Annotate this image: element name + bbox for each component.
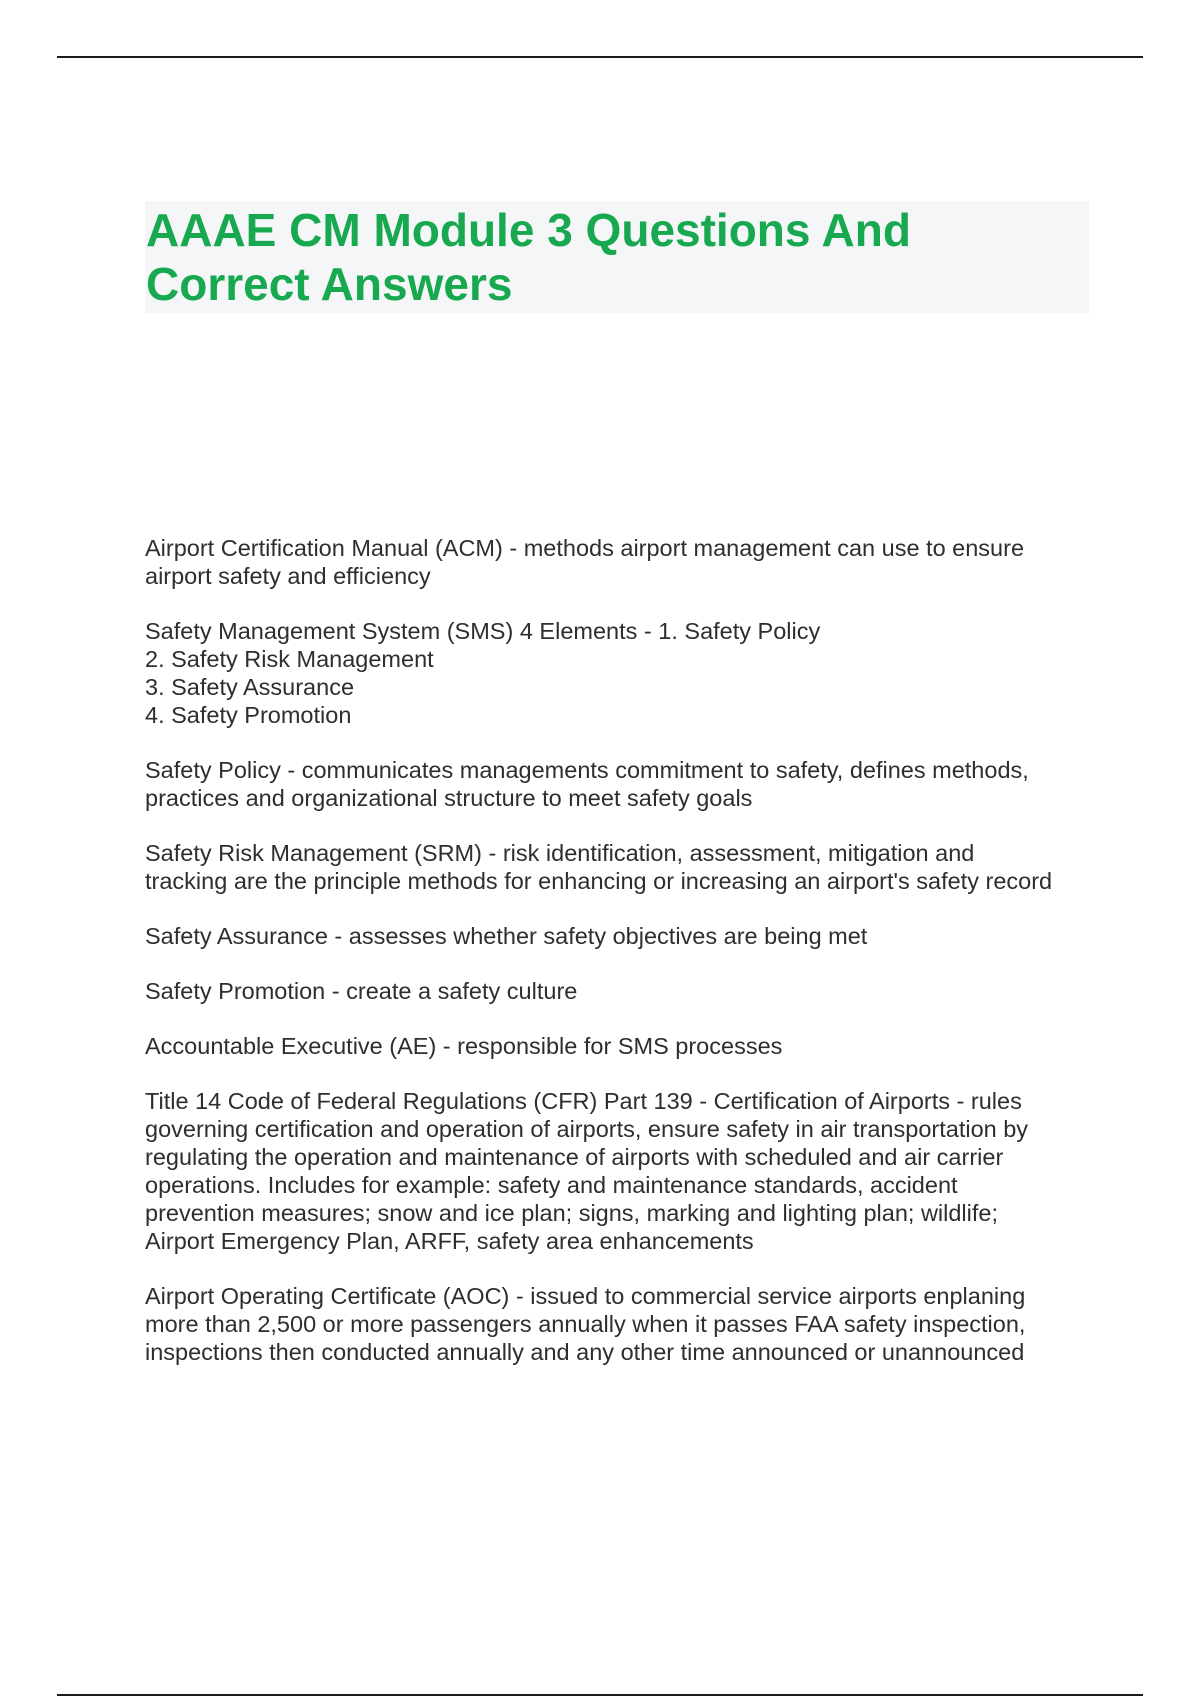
qa-entry-part-139: [145, 1087, 1105, 1255]
entry-line: prevention measures; snow and ice plan; signs, marking and lighting plan; wildlife;: [145, 1200, 998, 1226]
entry-line: practices and organizational structure to meet safety goals: [145, 785, 753, 811]
entry-line: Safety Policy - communicates managements commitment to safety, defines methods,: [145, 757, 1029, 783]
entry-line: 2. Safety Risk Management: [145, 646, 434, 672]
entry-line: airport safety and efficiency: [145, 563, 431, 589]
entry-line: Safety Assurance - assesses whether safety objectives are being met: [145, 923, 868, 949]
entry-line: Safety Promotion - create a safety culture: [145, 978, 578, 1004]
entry-line: Title 14 Code of Federal Regulations (CFR) Part 139 - Certification of Airports - rules: [145, 1088, 1022, 1114]
entry-line: operations. Includes for example: safety and maintenance standards, accident: [145, 1172, 958, 1198]
entry-line: more than 2,500 or more passengers annually when it passes FAA safety inspection,: [145, 1311, 1026, 1337]
qa-entry-srm: [145, 839, 1105, 895]
qa-list: [145, 534, 1105, 1393]
entry-line: 4. Safety Promotion: [145, 702, 352, 728]
qa-entry-aoc: [145, 1282, 1105, 1366]
document-title-line-1: AAAE CM Module 3 Questions And: [146, 204, 911, 256]
entry-line: regulating the operation and maintenance of airports with scheduled and air carrier: [145, 1144, 1004, 1170]
entry-line: Safety Risk Management (SRM) - risk identification, assessment, mitigation and: [145, 840, 975, 866]
qa-entry-accountable-executive: [145, 1032, 1105, 1060]
qa-entry-acm: [145, 534, 1105, 590]
footer-rule: [57, 1694, 1143, 1696]
entry-line: 3. Safety Assurance: [145, 674, 355, 700]
qa-entry-sms-elements: [145, 617, 1105, 729]
title-banner: [145, 201, 1089, 313]
entry-line: tracking are the principle methods for enhancing or increasing an airport's safety record: [145, 868, 1053, 894]
qa-entry-safety-promotion: [145, 977, 1105, 1005]
document-title-line-2: Correct Answers: [146, 258, 513, 310]
entry-line: Airport Certification Manual (ACM) - methods airport management can use to ensure: [145, 535, 1025, 561]
entry-line: inspections then conducted annually and any other time announced or unannounced: [145, 1339, 1025, 1365]
qa-entry-safety-assurance: [145, 922, 1105, 950]
header-rule: [57, 56, 1143, 58]
entry-line: Safety Management System (SMS) 4 Elements - 1. Safety Policy: [145, 618, 821, 644]
entry-line: Airport Operating Certificate (AOC) - issued to commercial service airports enplaning: [145, 1283, 1026, 1309]
document-title: [146, 203, 1106, 311]
entry-line: Accountable Executive (AE) - responsible for SMS processes: [145, 1033, 783, 1059]
entry-line: Airport Emergency Plan, ARFF, safety area enhancements: [145, 1228, 754, 1254]
entry-line: governing certification and operation of airports, ensure safety in air transportation by: [145, 1116, 1029, 1142]
qa-entry-safety-policy: [145, 756, 1105, 812]
